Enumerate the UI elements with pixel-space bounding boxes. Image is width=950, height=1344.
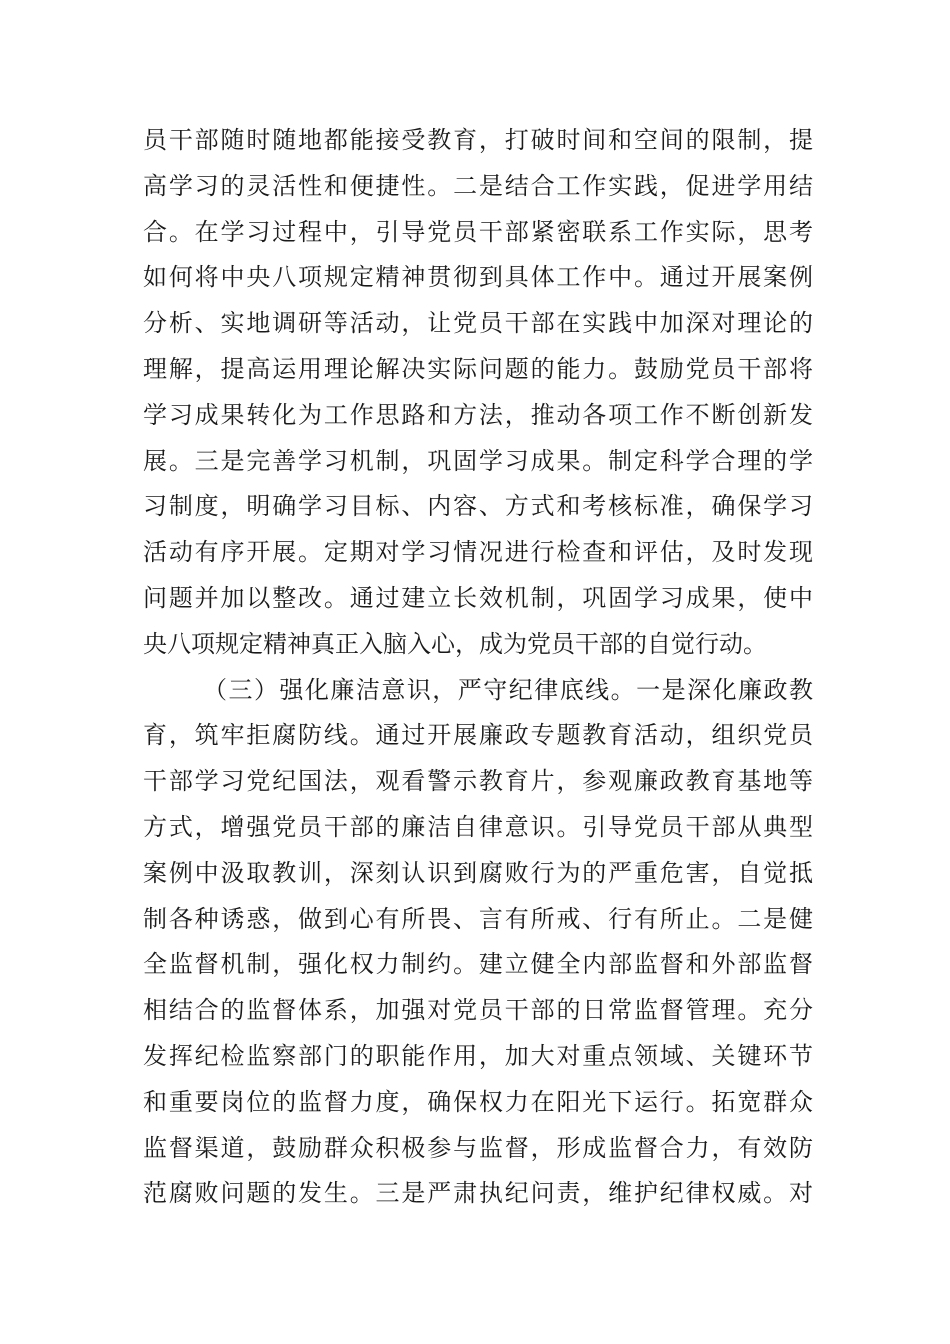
text-line: 理解，提高运用理论解决实际问题的能力。鼓励党员干部将 xyxy=(143,354,813,383)
body-text xyxy=(143,118,813,1217)
text-line: 范腐败问题的发生。三是严肃执纪问责，维护纪律权威。对 xyxy=(143,1179,813,1208)
text-line: 问题并加以整改。通过建立长效机制，巩固学习成果，使中 xyxy=(143,583,813,612)
text-line: 高学习的灵活性和便捷性。二是结合工作实践，促进学用结 xyxy=(143,171,813,200)
text-line: 相结合的监督体系，加强对党员干部的日常监督管理。充分 xyxy=(143,996,813,1025)
text-line: 展。三是完善学习机制，巩固学习成果。制定科学合理的学 xyxy=(143,446,813,475)
text-line: 员干部随时随地都能接受教育，打破时间和空间的限制，提 xyxy=(143,126,813,154)
text-line: 监督渠道，鼓励群众积极参与监督，形成监督合力，有效防 xyxy=(143,1133,813,1162)
text-line: 如何将中央八项规定精神贯彻到具体工作中。通过开展案例 xyxy=(143,263,813,292)
text-line: 央八项规定精神真正入脑入心，成为党员干部的自觉行动。 xyxy=(143,629,767,658)
text-line: 分析、实地调研等活动，让党员干部在实践中加深对理论的 xyxy=(143,309,813,338)
text-line: 制各种诱惑，做到心有所畏、言有所戒、行有所止。二是健 xyxy=(143,904,813,933)
text-line: 学习成果转化为工作思路和方法，推动各项工作不断创新发 xyxy=(143,400,813,429)
text-line: 育，筑牢拒腐防线。通过开展廉政专题教育活动，组织党员 xyxy=(143,721,813,750)
text-line: 干部学习党纪国法，观看警示教育片，参观廉政教育基地等 xyxy=(143,767,813,796)
text-line: 和重要岗位的监督力度，确保权力在阳光下运行。拓宽群众 xyxy=(143,1087,813,1116)
text-line: 习制度，明确学习目标、内容、方式和考核标准，确保学习 xyxy=(143,492,813,521)
text-line: 发挥纪检监察部门的职能作用，加大对重点领域、关键环节 xyxy=(143,1041,813,1070)
text-line: 活动有序开展。定期对学习情况进行检查和评估，及时发现 xyxy=(143,538,813,567)
text-line: 合。在学习过程中，引导党员干部紧密联系工作实际，思考 xyxy=(143,217,813,246)
section-heading-line: （三）强化廉洁意识，严守纪律底线。一是深化廉政教 xyxy=(203,675,813,704)
paragraph-integrity-awareness xyxy=(143,668,813,1218)
paragraph-study-mechanism xyxy=(143,118,813,668)
text-line: 方式，增强党员干部的廉洁自律意识。引导党员干部从典型 xyxy=(143,812,813,841)
text-line: 全监督机制，强化权力制约。建立健全内部监督和外部监督 xyxy=(143,950,813,979)
text-line: 案例中汲取教训，深刻认识到腐败行为的严重危害，自觉抵 xyxy=(143,858,813,887)
